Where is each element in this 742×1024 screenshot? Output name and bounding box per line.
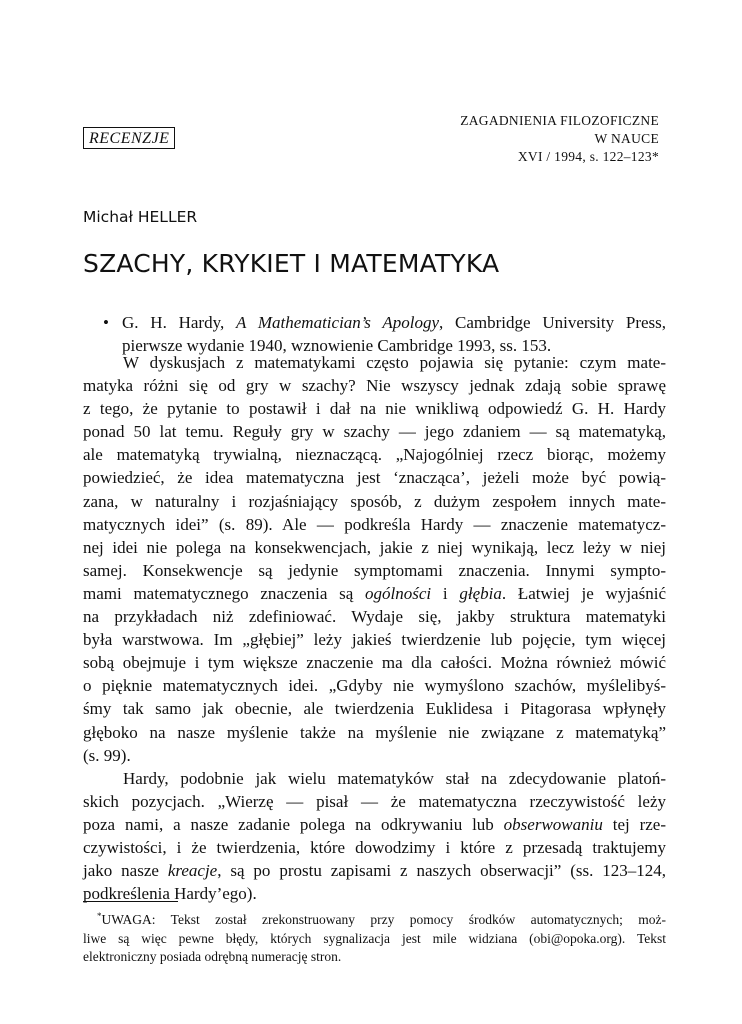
text-line: matycznych idei” (s. 89). Ale — podkreśla Hardy — znaczenie matematycz-: [83, 514, 666, 534]
text-line: na przykładach niż zdefiniować. Wydaje się, jakby struktura matematyki: [83, 607, 666, 627]
article-title: SZACHY, KRYKIET I MATEMATYKA: [83, 249, 500, 278]
bibliography-line: pierwsze wydanie 1940, wznowienie Cambridge 1993, ss. 153.: [122, 336, 552, 355]
journal-issue: XVI / 1994, s. 122–123*: [517, 149, 659, 164]
text-line: skich pozycjach. „Wierzę — pisał — że matematyczna rzeczywistość leży: [83, 791, 666, 811]
bib-author: G. H. Hardy,: [122, 313, 225, 332]
text-line: o pięknie matematycznych idei. „Gdyby nie wymyślono szachów, myślelibyś-: [83, 676, 666, 696]
article-author: Michał HELLER: [83, 208, 198, 226]
text-line: zana, w naturalny i rozjaśniający sposób, z dużym zespołem innych mate-: [83, 491, 666, 511]
text-line: śmy tak samo jak obecnie, ale twierdzenia Euklidesa i Pitagorasa wpłynęły: [83, 699, 666, 719]
text-run: mami matematycznego znaczenia są: [83, 583, 366, 603]
text-line: [83, 859, 666, 882]
journal-info: [460, 112, 659, 166]
footnote-line: [83, 907, 666, 930]
emphasis-text: głębia: [459, 583, 502, 603]
text-line: (s. 99).: [83, 745, 131, 765]
article-body: [83, 351, 666, 905]
bib-publisher: , Cambridge University Press,: [439, 313, 667, 332]
text-line: sobą obejmuje i tym większe znaczenie ma dla całości. Można również mówić: [83, 653, 666, 673]
text-line: [83, 582, 666, 605]
footnote-mark: *: [97, 911, 102, 921]
bullet-icon: •: [103, 313, 109, 332]
text-line: W dyskusjach z matematykami często pojawia się pytanie: czym mate-: [123, 353, 666, 372]
footnote: [83, 907, 666, 967]
journal-subtitle: W NAUCE: [594, 131, 659, 146]
footnote-line: elektroniczny posiada odrębną numerację stron.: [83, 949, 342, 964]
text-line: była warstwowa. Im „głębiej” leży jakieś twierdzenie lub pojęcie, tym więcej: [83, 630, 666, 650]
section-label-box: [83, 127, 175, 149]
text-line: z tego, że pytanie to postawił i dał na nie wnikliwą odpowiedź G. H. Hardy: [83, 399, 666, 419]
footnote-line: liwe są więc pewne błędy, których sygnalizacja jest mile widziana (obi@opoka.org). Tekst: [83, 930, 666, 946]
emphasis-text: obserwowaniu: [503, 814, 603, 834]
footnote-divider: [83, 901, 178, 902]
text-run: i: [431, 583, 460, 603]
text-line: czywistości, i że twierdzenia, które dowodzimy i które z przesadą traktujemy: [83, 837, 666, 857]
text-line: matyka różni się od gry w szachy? Nie wszyscy jednak zdają sobie sprawę: [83, 376, 666, 396]
text-line: samej. Konsekwencje są jedynie symptomami znaczenia. Innymi sympto-: [83, 560, 666, 580]
text-line: powiedzieć, że idea matematyczna jest ‘znacząca’, jeżeli może być powią-: [83, 468, 666, 488]
text-run: tej rze-: [602, 814, 667, 834]
text-run: , są po prostu zapisami z naszych obserwacji” (ss. 123–124,: [217, 861, 666, 881]
text-run: . Łatwiej je wyjaśnić: [501, 583, 666, 603]
emphasis-text: ogólności: [365, 583, 432, 603]
text-line: ponad 50 lat temu. Reguły gry w szachy — jego zdaniem — są matematyką,: [83, 422, 666, 442]
text-run: poza nami, a nasze zadanie polega na odkrywaniu lub: [83, 814, 504, 834]
bibliography-line: [103, 311, 666, 334]
text-run: jako nasze: [83, 861, 168, 881]
text-line: podkreślenia Hardy’ego).: [83, 884, 257, 904]
text-line: głęboko na nasze myślenie także na myślenie nie związane z matematyką”: [83, 722, 666, 742]
text-line: nej idei nie polega na konsekwencjach, jakie z niej wynikają, lecz leży w niej: [83, 537, 666, 557]
bib-book-title: A Mathematician’s Apology: [236, 313, 439, 332]
journal-name: ZAGADNIENIA FILOZOFICZNE: [460, 113, 659, 128]
section-label: RECENZJE: [89, 130, 170, 147]
text-run: UWAGA: Tekst został zrekonstruowany przy pomocy środków automatycznych; moż-: [101, 912, 666, 927]
text-line: Hardy, podobnie jak wielu matematyków stał na zdecydowanie platoń-: [123, 768, 666, 788]
text-line: ale matematyką trywialną, nieznaczącą. „Najogólniej rzecz biorąc, możemy: [83, 445, 666, 465]
emphasis-text: kreacje: [167, 861, 218, 881]
text-line: [83, 813, 666, 836]
